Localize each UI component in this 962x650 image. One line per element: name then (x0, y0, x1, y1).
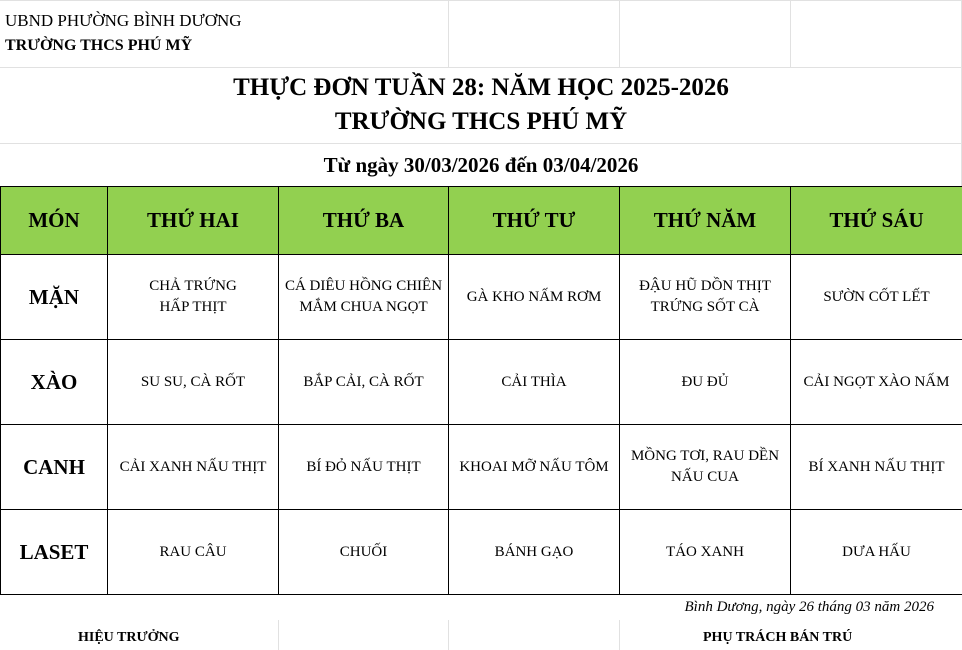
grid-line (790, 0, 791, 67)
menu-cell (449, 255, 620, 340)
page-subtitle: TRƯỜNG THCS PHÚ MỸ (334, 108, 628, 135)
menu-table (0, 186, 962, 595)
menu-cell-line: RAU CÂU (159, 543, 227, 560)
menu-cell (108, 340, 279, 425)
menu-cell (108, 255, 279, 340)
menu-cell-line: TÁO XANH (666, 543, 744, 560)
menu-cell-line: DƯA HẤU (842, 543, 911, 560)
row-label: MẶN (1, 255, 108, 340)
grid-line (619, 620, 620, 650)
menu-cell-line: BÁNH GẠO (494, 543, 574, 560)
menu-cell (620, 340, 791, 425)
menu-cell (449, 425, 620, 510)
grid-line (448, 620, 449, 650)
column-header-thursday: THỨ NĂM (620, 187, 791, 255)
menu-cell (620, 425, 791, 510)
column-header-tuesday: THỨ BA (279, 187, 449, 255)
grid-line (278, 620, 279, 650)
menu-cell (108, 425, 279, 510)
menu-cell-line: SU SU, CÀ RỐT (140, 373, 246, 390)
school-name: TRƯỜNG THCS PHÚ MỸ (5, 37, 193, 54)
menu-cell-line: HẤP THỊT (159, 299, 227, 315)
menu-cell-line: BÍ XANH NẤU THỊT (808, 458, 945, 475)
menu-cell (279, 510, 449, 595)
signature-boarding-manager: PHỤ TRÁCH BÁN TRÚ (703, 630, 853, 645)
menu-cell-line: TRỨNG SỐT CÀ (650, 299, 760, 315)
grid-line (448, 0, 449, 67)
signature-principal: HIỆU TRƯỞNG (78, 630, 180, 645)
menu-cell-line: MẮM CHUA NGỌT (299, 299, 428, 315)
column-header-wednesday: THỨ TƯ (449, 187, 620, 255)
place-date: Bình Dương, ngày 26 tháng 03 năm 2026 (684, 599, 934, 615)
menu-cell-line: MỒNG TƠI, RAU DỀN (630, 448, 780, 464)
menu-cell-line: CÁ DIÊU HỒNG CHIÊN (284, 278, 443, 294)
table-row (1, 510, 962, 595)
menu-cell (279, 425, 449, 510)
table-row (1, 255, 962, 340)
menu-table-body (1, 255, 962, 595)
menu-cell (791, 340, 962, 425)
menu-cell-line: CẢI XANH NẤU THỊT (119, 458, 267, 475)
menu-cell (449, 510, 620, 595)
table-header-row (1, 187, 962, 255)
menu-cell (791, 425, 962, 510)
menu-cell-line: KHOAI MỠ NẤU TÔM (459, 458, 609, 475)
menu-cell-line: CHUỐI (339, 543, 388, 560)
grid-line (0, 143, 962, 144)
menu-cell-line: SƯỜN CỐT LẾT (823, 288, 930, 305)
table-row (1, 425, 962, 510)
menu-cell (620, 510, 791, 595)
menu-cell-line: CẢI NGỌT XÀO NẤM (803, 373, 950, 390)
menu-cell (108, 510, 279, 595)
menu-cell (620, 255, 791, 340)
menu-cell (449, 340, 620, 425)
date-range: Từ ngày 30/03/2026 đến 03/04/2026 (323, 153, 639, 177)
menu-cell (279, 255, 449, 340)
column-header-monday: THỨ HAI (108, 187, 279, 255)
menu-cell-line: BÍ ĐỎ NẤU THỊT (306, 458, 421, 475)
column-header-dish: MÓN (1, 187, 108, 255)
row-label: CANH (1, 425, 108, 510)
menu-cell-line: GÀ KHO NẤM RƠM (466, 288, 602, 305)
column-header-friday: THỨ SÁU (791, 187, 962, 255)
menu-cell (279, 340, 449, 425)
grid-line (0, 0, 962, 1)
row-label: LASET (1, 510, 108, 595)
row-label: XÀO (1, 340, 108, 425)
grid-line (0, 67, 962, 68)
menu-cell (791, 510, 962, 595)
menu-cell-line: CHẢ TRỨNG (149, 278, 237, 294)
menu-cell-line: ĐẬU HŨ DỒN THỊT (639, 278, 771, 294)
menu-cell-line: CẢI THÌA (501, 373, 567, 390)
menu-cell-line: ĐU ĐỦ (681, 373, 729, 390)
org-name: UBND PHƯỜNG BÌNH DƯƠNG (5, 11, 242, 30)
table-row (1, 340, 962, 425)
menu-cell-line: BẮP CẢI, CÀ RỐT (303, 373, 424, 390)
menu-cell (791, 255, 962, 340)
page-title: THỰC ĐƠN TUẦN 28: NĂM HỌC 2025-2026 (233, 74, 729, 101)
menu-cell-line: NẤU CUA (671, 469, 739, 485)
grid-line (619, 0, 620, 67)
